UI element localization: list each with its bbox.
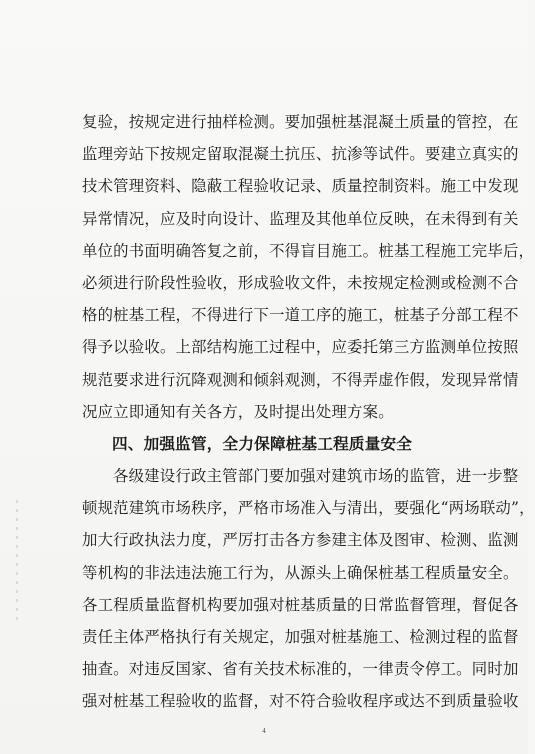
text-line: 顿规范建筑市场秩序，严格市场准入与清出，要强化“两场联动”， [82,499,535,518]
section-heading: 四、加强监管，全力保障桩基工程质量安全 [112,434,413,453]
text-line: 复验，按规定进行抽样检测。要加强桩基混凝土质量的管控，在 [82,113,519,131]
text-line: 加大行政执法力度，严厉打击各方参建主体及图审、检测、监测 [82,531,519,550]
text-line: 单位的书面明确答复之前，不得盲目施工。桩基工程施工完毕后， [82,241,535,260]
text-line: 等机构的非法违法施工行为，从源头上确保桩基工程质量安全。 [82,563,519,582]
text-line: 规范要求进行沉降观测和倾斜观测，不得弄虚作假，发现异常情 [82,370,519,389]
text-line: 责任主体严格执行有关规定，加强对桩基施工、检测过程的监督 [82,628,519,646]
text-line: 抽查。对违反国家、省有关技术标准的，一律责令停工。同时加 [82,660,519,679]
text-line: 况应立即通知有关各方，及时提出处理方案。 [82,402,394,421]
page-number: 4 [262,727,266,735]
body-text [82,106,535,718]
text-line: 必须进行阶段性验收，形成验收文件，未按规定检测或检测不合 [82,273,519,292]
text-line: 格的桩基工程，不得进行下一道工序的施工，桩基子分部工程不 [82,306,519,325]
text-line: 监理旁站下按规定留取混凝土抗压、抗渗等试件。要建立真实的 [82,145,519,164]
text-line: 异常情况，应及时向设计、监理及其他单位反映，在未得到有关 [82,209,519,228]
scan-margin-mark [16,500,18,620]
text-line: 各工程质量监督机构要加强对桩基质量的日常监督管理，督促各 [82,595,519,614]
text-line: 强对桩基工程验收的监督，对不符合验收程序或达不到质量验收 [82,692,519,711]
text-line: 技术管理资料、隐蔽工程验收记录、质量控制资料。施工中发现 [82,177,519,196]
text-line: 各级建设行政主管部门要加强对建筑市场的监管，进一步整 [113,467,519,486]
text-line: 得予以验收。上部结构施工过程中，应委托第三方监测单位按照 [82,338,519,357]
